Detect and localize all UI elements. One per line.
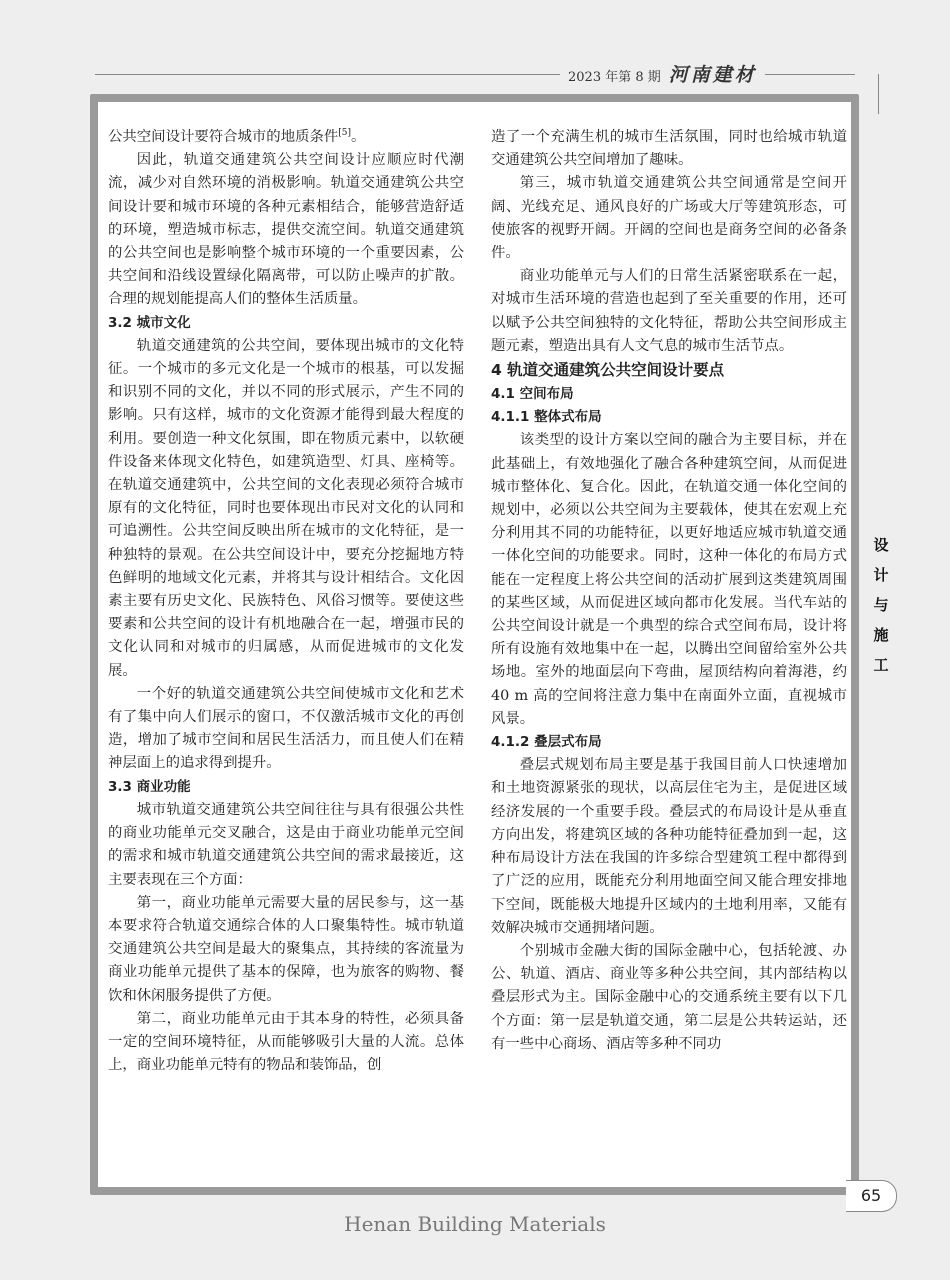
side-tab-char: 计	[873, 566, 889, 584]
paragraph: 第三，城市轨道交通建筑公共空间通常是空间开阔、光线充足、通风良好的广场或大厅等建筑形态，可使旅客的视野开阔。开阔的空间也是商务空间的必备条件。	[491, 175, 847, 262]
section-heading-3-2: 3.2 城市文化	[108, 314, 191, 331]
text-area	[98, 102, 851, 1187]
right-column	[491, 126, 847, 1056]
page-frame	[90, 94, 859, 1195]
side-tab-char: 设	[873, 536, 889, 554]
section-heading-4-1: 4.1 空间布局	[491, 386, 574, 403]
header-corner-rule	[878, 74, 879, 114]
paragraph: 一个好的轨道交通建筑公共空间使城市文化和艺术有了集中向人们展示的窗口，不仅激活城市文化的再创造，增加了城市空间和居民生活活力，而且使人们在精神层面上的追求得到提升。	[108, 685, 464, 772]
paragraph: 叠层式规划布局主要是基于我国目前人口快速增加和土地资源紧张的现状，以高层住宅为主，是促进区域经济发展的一个重要手段。叠层式的布局设计是从垂直方向出发，将建筑区域的各种功能特征叠加到一起，这种布局设计方法在我国的许多综合型建筑工程中都得到了广泛的应用，既能充分利用地面空间又能合理安排地下空间，既能极大地提升区域内的土地利用率，又能有效解决城市交通拥堵问题。	[491, 757, 847, 936]
paragraph: 该类型的设计方案以空间的融合为主要目标，并在此基础上，有效地强化了融合各种建筑空间，从而促进城市整体化、复合化。因此，在轨道交通一体化空间的规划中，必须以公共空间为主要载体，使其在宏观上充分利用其不同的功能特征，以更好地适应城市轨道交通一体化空间的功能要求。同时，这种一体化的布局方式能在一定程度上将公共空间的活动扩展到这类建筑周围的某些区域，从而促进区域向都市化发展。当代车站的公共空间设计就是一个典型的综合式空间布局，设计将所有设施有效地集中在一起，以腾出空间留给室外公共场地。室外的地面层向下弯曲，屋顶结构向着海港，约 40 m 高的空间将注意力集中在南面外立面，直视城市风景。	[491, 432, 847, 727]
paragraph: 第二，商业功能单元由于其本身的特性，必须具备一定的空间环境特征，从而能够吸引大量的人流。总体上，商业功能单元特有的物品和装饰品，创	[108, 1010, 464, 1074]
left-column	[108, 126, 464, 1077]
section-side-tab	[868, 530, 894, 680]
side-tab-char: 施	[873, 626, 889, 644]
issue-label: 2023 年第 8 期	[568, 70, 661, 85]
footer-journal-name: Henan Building Materials	[344, 1212, 606, 1236]
paragraph: 第一，商业功能单元需要大量的居民参与，这一基本要求符合轨道交通综合体的人口聚集特性。城市轨道交通建筑公共空间是最大的聚集点，其持续的客流量为商业功能单元提供了基本的保障，也为旅客的购物、餐饮和休闲服务提供了方便。	[108, 894, 464, 1004]
paragraph: 公共空间设计要符合城市的地质条件[5]。	[108, 128, 366, 145]
side-tab-char: 工	[873, 656, 889, 674]
paragraph: 造了一个充满生机的城市生活氛围，同时也给城市轨道交通建筑公共空间增加了趣味。	[491, 129, 847, 169]
section-heading-4-1-2: 4.1.2 叠层式布局	[491, 734, 602, 751]
section-heading-3-3: 3.3 商业功能	[108, 778, 191, 795]
section-heading-4-1-1: 4.1.1 整体式布局	[491, 409, 602, 426]
running-header	[560, 60, 765, 87]
paragraph: 商业功能单元与人们的日常生活紧密联系在一起，对城市生活环境的营造也起到了至关重要的作用，还可以赋予公共空间独特的文化特征，帮助公共空间形成主题元素，塑造出具有人文气息的城市生活节点。	[491, 268, 847, 354]
magazine-title: 河南建材	[668, 64, 757, 86]
side-tab-char: 与	[873, 596, 889, 614]
citation-ref: [5]	[338, 128, 352, 139]
paragraph: 轨道交通建筑的公共空间，要体现出城市的文化特征。一个城市的多元文化是一个城市的根基，可以发掘和识别不同的文化，并以不同的形式展示，产生不同的影响。只有这样，城市的文化资源才能得到最大程度的利用。要创造一种文化氛围，即在物质元素中，以软硬件设备来体现文化特色，如建筑造型、灯具、座椅等。在轨道交通建筑中，公共空间的文化表现必须符合城市原有的文化特征，同时也要体现出市民对文化的认同和可追溯性。公共空间反映出所在城市的文化特征，是一种独特的景观。在公共空间设计中，要充分挖掘地方特色鲜明的地域文化元素，并将其与设计相结合。文化因素主要有历史文化、民族特色、风俗习惯等。要使这些要素和公共空间的设计有机地融合在一起，增强市民的文化认同和对城市的归属感，从而促进城市的文化发展。	[108, 337, 464, 679]
page-number: 65	[846, 1180, 897, 1212]
paragraph: 个别城市金融大街的国际金融中心，包括轮渡、办公、轨道、酒店、商业等多种公共空间，其内部结构以叠层形式为主。国际金融中心的交通系统主要有以下几个方面：第一层是轨道交通，第二层是公共转运站，还有一些中心商场、酒店等多种不同功	[491, 942, 847, 1052]
section-heading-4: 4 轨道交通建筑公共空间设计要点	[491, 361, 725, 380]
paragraph: 因此，轨道交通建筑公共空间设计应顺应时代潮流，减少对自然环境的消极影响。轨道交通建筑公共空间设计要和城市环境的各种元素相结合，能够营造舒适的环境，塑造城市标志，提供交流空间。轨道交通建筑的公共空间也是影响整个城市环境的一个重要因素，公共空间和沿线设置绿化隔离带，可以防止噪声的扩散。合理的规划能提高人们的整体生活质量。	[108, 152, 464, 308]
paragraph: 城市轨道交通建筑公共空间往往与具有很强公共性的商业功能单元交叉融合，这是由于商业功能单元空间的需求和城市轨道交通建筑公共空间的需求最接近，这主要表现在三个方面：	[108, 801, 464, 888]
